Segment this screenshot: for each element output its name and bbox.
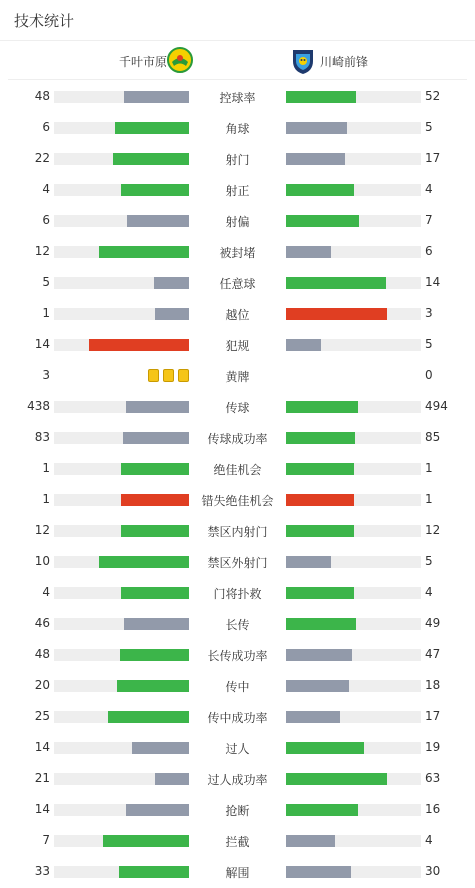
away-bar-track — [286, 153, 421, 165]
home-value: 14 — [34, 802, 50, 816]
stat-row — [0, 856, 475, 887]
home-bar — [103, 835, 189, 847]
stat-label: 禁区内射门 — [207, 525, 268, 539]
stat-row — [0, 112, 475, 143]
away-bar-track — [286, 742, 421, 754]
stat-row — [0, 329, 475, 360]
team-header — [8, 42, 467, 80]
stat-row — [0, 639, 475, 670]
away-value: 1 — [425, 492, 433, 506]
away-bar-track — [286, 556, 421, 568]
stat-label: 任意球 — [219, 277, 256, 291]
away-bar-track — [286, 866, 421, 878]
away-value: 52 — [425, 89, 441, 103]
home-bar-track — [54, 308, 189, 320]
stat-row — [0, 267, 475, 298]
stat-row — [0, 391, 475, 422]
home-bar-track — [54, 649, 189, 661]
home-value: 22 — [34, 151, 50, 165]
away-bar — [286, 587, 354, 599]
home-bar — [124, 618, 189, 630]
stat-row — [0, 763, 475, 794]
stats-list — [0, 81, 475, 887]
away-bar — [286, 153, 345, 165]
away-value: 6 — [425, 244, 433, 258]
away-value: 49 — [425, 616, 441, 630]
away-bar-track — [286, 339, 421, 351]
home-bar-track — [54, 153, 189, 165]
away-bar-track — [286, 184, 421, 196]
away-bar — [286, 649, 352, 661]
stat-row — [0, 732, 475, 763]
home-value: 46 — [34, 616, 50, 630]
away-bar — [286, 246, 331, 258]
home-bar-track — [54, 556, 189, 568]
away-value: 17 — [425, 151, 441, 165]
stat-row — [0, 422, 475, 453]
away-bar — [286, 91, 356, 103]
stat-label: 抢断 — [225, 804, 250, 818]
away-bar-track — [286, 773, 421, 785]
stat-label: 角球 — [225, 122, 250, 136]
away-team-logo-icon — [291, 47, 315, 75]
stat-row — [0, 174, 475, 205]
home-bar-track — [54, 494, 189, 506]
away-bar-track — [286, 711, 421, 723]
away-bar — [286, 184, 354, 196]
stat-row — [0, 453, 475, 484]
stat-label: 长传成功率 — [207, 649, 268, 663]
away-bar-track — [286, 680, 421, 692]
away-bar-track — [286, 91, 421, 103]
yellow-card-icon — [148, 369, 159, 382]
away-bar — [286, 866, 351, 878]
away-bar — [286, 339, 321, 351]
away-bar-track — [286, 587, 421, 599]
stat-row — [0, 236, 475, 267]
away-bar-track — [286, 308, 421, 320]
stat-label: 过人 — [225, 742, 250, 756]
away-bar-track — [286, 401, 421, 413]
home-value: 1 — [42, 492, 50, 506]
away-value: 0 — [425, 368, 433, 382]
away-team-name: 川崎前锋 — [320, 55, 369, 69]
away-value: 19 — [425, 740, 441, 754]
stat-row — [0, 701, 475, 732]
away-bar — [286, 804, 358, 816]
stat-label: 传球成功率 — [207, 432, 268, 446]
away-value: 30 — [425, 864, 441, 878]
away-value: 5 — [425, 120, 433, 134]
home-bar-track — [54, 866, 189, 878]
home-bar-track — [54, 711, 189, 723]
stat-label: 门将扑救 — [213, 587, 262, 601]
away-bar-track — [286, 122, 421, 134]
home-bar-track — [54, 463, 189, 475]
home-value: 12 — [34, 523, 50, 537]
stat-row — [0, 81, 475, 112]
stat-row — [0, 205, 475, 236]
away-bar — [286, 556, 331, 568]
home-value: 4 — [42, 182, 50, 196]
away-value: 63 — [425, 771, 441, 785]
home-value: 5 — [42, 275, 50, 289]
home-bar — [121, 463, 189, 475]
away-value: 5 — [425, 337, 433, 351]
stat-label: 越位 — [225, 308, 250, 322]
home-value: 3 — [42, 368, 50, 382]
home-bar-track — [54, 587, 189, 599]
away-value: 4 — [425, 182, 433, 196]
stat-label: 错失绝佳机会 — [201, 494, 274, 508]
home-bar — [121, 494, 189, 506]
page-title: 技术统计 — [14, 12, 75, 30]
stat-label: 控球率 — [219, 91, 256, 105]
home-bar — [126, 401, 189, 413]
home-bar-track — [54, 277, 189, 289]
home-value: 14 — [34, 740, 50, 754]
home-value: 1 — [42, 461, 50, 475]
stat-row — [0, 143, 475, 174]
stat-row — [0, 515, 475, 546]
away-value: 47 — [425, 647, 441, 661]
home-bar — [99, 246, 189, 258]
stat-row — [0, 360, 475, 391]
away-value: 17 — [425, 709, 441, 723]
home-value: 48 — [34, 89, 50, 103]
yellow-card-icon — [163, 369, 174, 382]
stat-label: 禁区外射门 — [207, 556, 268, 570]
home-value: 20 — [34, 678, 50, 692]
away-bar-track — [286, 525, 421, 537]
stat-label: 绝佳机会 — [213, 463, 262, 477]
home-value: 10 — [34, 554, 50, 568]
stat-label: 拦截 — [225, 835, 250, 849]
stat-label: 解围 — [225, 866, 250, 880]
away-bar — [286, 711, 340, 723]
yellow-card-icon — [178, 369, 189, 382]
stat-label: 射偏 — [225, 215, 250, 229]
home-bar — [155, 773, 189, 785]
stats-header — [0, 0, 475, 41]
away-bar — [286, 494, 354, 506]
home-value: 14 — [34, 337, 50, 351]
home-bar — [123, 432, 189, 444]
stat-row — [0, 298, 475, 329]
away-value: 4 — [425, 833, 433, 847]
stat-label: 射门 — [225, 153, 250, 167]
away-value: 18 — [425, 678, 441, 692]
home-value: 48 — [34, 647, 50, 661]
home-bar — [121, 525, 189, 537]
away-bar-track — [286, 494, 421, 506]
home-bar — [113, 153, 189, 165]
away-bar — [286, 835, 335, 847]
home-bar — [119, 866, 189, 878]
home-bar — [127, 215, 189, 227]
home-value: 7 — [42, 833, 50, 847]
stat-row — [0, 484, 475, 515]
home-bar-track — [54, 215, 189, 227]
stat-row — [0, 608, 475, 639]
away-bar-track — [286, 649, 421, 661]
home-bar — [89, 339, 189, 351]
away-bar — [286, 773, 387, 785]
home-bar — [124, 91, 189, 103]
home-value: 12 — [34, 244, 50, 258]
stat-label: 长传 — [225, 618, 250, 632]
home-team-name: 千叶市原 — [118, 55, 167, 69]
stat-label: 射正 — [225, 184, 250, 198]
away-value: 1 — [425, 461, 433, 475]
home-bar-track — [54, 525, 189, 537]
away-bar — [286, 308, 387, 320]
home-value: 6 — [42, 213, 50, 227]
away-value: 12 — [425, 523, 441, 537]
home-bar-track — [54, 835, 189, 847]
home-yellow-cards — [148, 369, 189, 382]
away-bar-track — [286, 463, 421, 475]
away-bar — [286, 618, 356, 630]
stat-label: 传中 — [225, 680, 250, 694]
home-bar — [132, 742, 189, 754]
stat-label: 过人成功率 — [207, 773, 268, 787]
away-value: 494 — [425, 399, 448, 413]
home-bar — [126, 804, 189, 816]
away-bar-track — [286, 804, 421, 816]
home-bar — [117, 680, 189, 692]
away-value: 4 — [425, 585, 433, 599]
stat-row — [0, 794, 475, 825]
home-bar — [155, 308, 189, 320]
away-bar-track — [286, 215, 421, 227]
away-bar — [286, 401, 358, 413]
home-value: 438 — [27, 399, 50, 413]
home-bar-track — [54, 339, 189, 351]
home-value: 25 — [34, 709, 50, 723]
stat-row — [0, 546, 475, 577]
stat-label: 传中成功率 — [207, 711, 268, 725]
home-bar-track — [54, 122, 189, 134]
away-bar-track — [286, 618, 421, 630]
away-value: 85 — [425, 430, 441, 444]
stat-label: 黄牌 — [225, 370, 250, 384]
stat-label: 被封堵 — [219, 246, 256, 260]
away-bar-track — [286, 835, 421, 847]
stat-row — [0, 577, 475, 608]
home-value: 21 — [34, 771, 50, 785]
home-bar-track — [54, 432, 189, 444]
home-bar-track — [54, 401, 189, 413]
home-value: 33 — [34, 864, 50, 878]
away-bar — [286, 742, 364, 754]
stat-row — [0, 670, 475, 701]
home-bar-track — [54, 773, 189, 785]
home-value: 6 — [42, 120, 50, 134]
home-bar — [115, 122, 189, 134]
home-bar — [154, 277, 189, 289]
home-bar — [120, 649, 189, 661]
home-bar-track — [54, 246, 189, 258]
away-value: 5 — [425, 554, 433, 568]
home-bar — [99, 556, 189, 568]
away-value: 7 — [425, 213, 433, 227]
away-bar — [286, 525, 354, 537]
away-value: 3 — [425, 306, 433, 320]
home-bar-track — [54, 804, 189, 816]
stat-label: 犯规 — [225, 339, 250, 353]
home-bar — [108, 711, 189, 723]
home-value: 1 — [42, 306, 50, 320]
away-bar-track — [286, 246, 421, 258]
away-value: 16 — [425, 802, 441, 816]
stat-label: 传球 — [225, 401, 250, 415]
away-bar — [286, 122, 347, 134]
away-bar-track — [286, 277, 421, 289]
home-bar-track — [54, 680, 189, 692]
home-bar-track — [54, 618, 189, 630]
home-bar — [121, 184, 189, 196]
away-bar — [286, 463, 354, 475]
home-bar-track — [54, 184, 189, 196]
away-bar — [286, 432, 355, 444]
home-bar-track — [54, 91, 189, 103]
away-bar — [286, 215, 359, 227]
home-team-logo-icon — [167, 47, 193, 73]
home-bar-track — [54, 742, 189, 754]
away-bar — [286, 277, 386, 289]
home-value: 83 — [34, 430, 50, 444]
home-value: 4 — [42, 585, 50, 599]
away-bar-track — [286, 432, 421, 444]
stat-row — [0, 825, 475, 856]
home-bar — [121, 587, 189, 599]
away-value: 14 — [425, 275, 441, 289]
away-bar — [286, 680, 349, 692]
